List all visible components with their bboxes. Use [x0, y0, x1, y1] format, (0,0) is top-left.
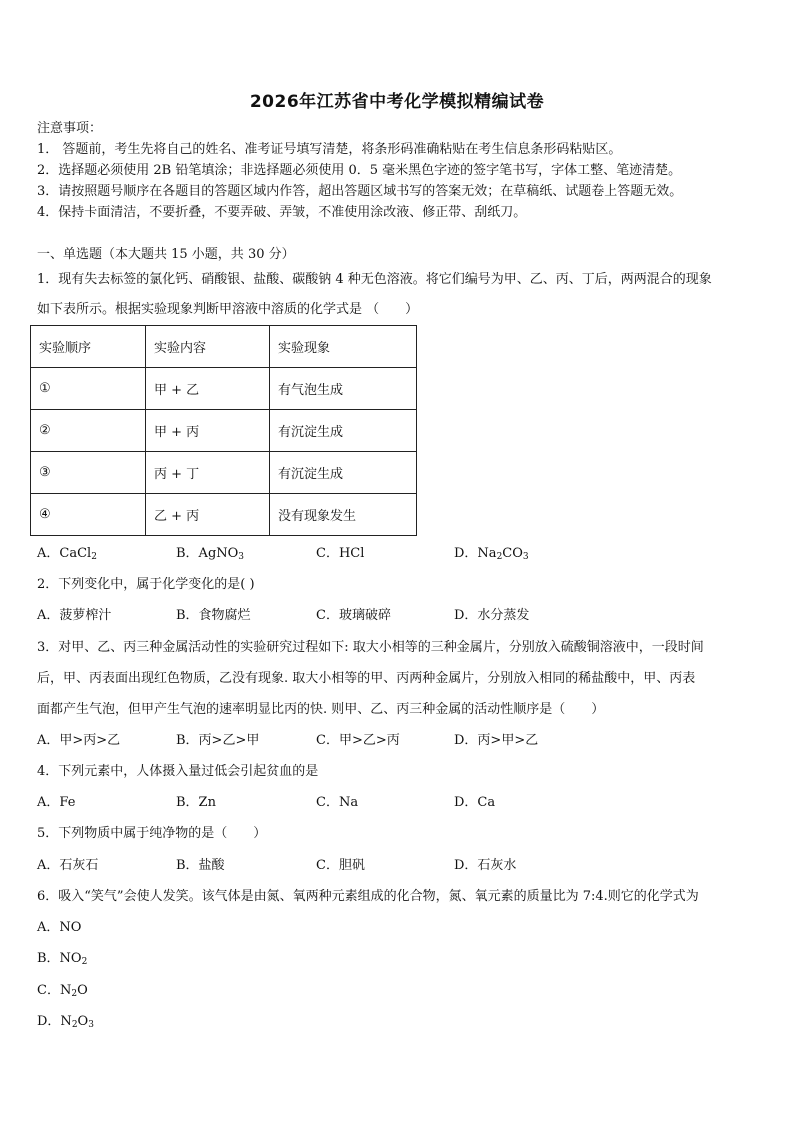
- experiment-table: [30, 325, 417, 536]
- notice-item-3: 3．请按照题号顺序在各题目的答题区域内作答，超出答题区域书写的答案无效；在草稿纸、试题卷上答题无效。: [37, 184, 683, 199]
- q2-option-a: A．菠萝榨汁: [37, 608, 112, 623]
- q4-option-b: B．Zn: [176, 795, 216, 810]
- option-text: B．NO: [37, 951, 82, 966]
- table-cell: ①: [31, 368, 146, 410]
- notice-item-4: 4．保持卡面清洁，不要折叠，不要弄破、弄皱，不准使用涂改液、修正带、刮纸刀。: [37, 205, 527, 220]
- q4-option-c: C．Na: [316, 795, 359, 810]
- table-cell: 有沉淀生成: [270, 410, 417, 452]
- q3-option-b: B．丙>乙>甲: [176, 733, 260, 748]
- q1-option-a: [37, 545, 97, 566]
- subscript: 3: [88, 1020, 94, 1030]
- notice-item-2: 2．选择题必须使用 2B 铅笔填涂；非选择题必须使用 0．5 毫米黑色字迹的签字笔书写，字体工整、笔迹清楚。: [37, 163, 682, 178]
- q1-option-b: [176, 545, 244, 566]
- subscript: 2: [496, 552, 503, 562]
- q3-option-c: C．甲>乙>丙: [316, 733, 400, 748]
- q3-option-d: D．丙>甲>乙: [454, 733, 539, 748]
- q3-stem-line1: 3．对甲、乙、丙三种金属活动性的实验研究过程如下: 取大小相等的三种金属片，分别放入硫酸铜溶液中，一段时间: [37, 640, 704, 655]
- q6-stem: 6．吸入“笑气”会使人发笑。该气体是由氮、氧两种元素组成的化合物，氮、氧元素的质量比为 7:4.则它的化学式为: [37, 889, 699, 904]
- section-heading: 一、单选题（本大题共 15 小题，共 30 分）: [37, 247, 295, 262]
- subscript: 2: [71, 1020, 78, 1030]
- table-row: [31, 368, 417, 410]
- q2-option-d: D．水分蒸发: [454, 608, 530, 623]
- subscript: 3: [522, 552, 529, 562]
- q3-stem-line3: 面都产生气泡，但甲产生气泡的速率明显比丙的快. 则甲、乙、丙三种金属的活动性顺序是（ ）: [37, 702, 605, 717]
- option-text: O: [77, 1014, 89, 1029]
- q5-option-b: B．盐酸: [176, 858, 225, 873]
- q6-option-d: [37, 1013, 94, 1034]
- table-cell: 有沉淀生成: [270, 452, 417, 494]
- q6-option-a: A．NO: [37, 920, 82, 935]
- table-cell: ④: [31, 494, 146, 536]
- table-row: [31, 494, 417, 536]
- subscript: 3: [238, 552, 245, 562]
- q3-stem-line2: 后，甲、丙表面出现红色物质，乙没有现象. 取大小相等的甲、丙两种金属片，分别放入相同的稀盐酸中，甲、丙表: [37, 671, 696, 686]
- subscript: 2: [71, 989, 78, 999]
- q4-stem: 4．下列元素中，人体摄入量过低会引起贫血的是: [37, 764, 319, 779]
- option-text: O: [77, 983, 88, 998]
- q4-option-d: D．Ca: [454, 795, 496, 810]
- option-text: B．AgNO: [176, 546, 239, 561]
- q6-option-b: [37, 950, 87, 971]
- q5-option-c: C．胆矾: [316, 858, 365, 873]
- table-cell: 甲 + 乙: [146, 368, 270, 410]
- option-text: D．Na: [454, 546, 497, 561]
- q5-option-a: A．石灰石: [37, 858, 99, 873]
- option-text: A．CaCl: [37, 546, 92, 561]
- exam-title: 2026年江苏省中考化学模拟精编试卷: [249, 92, 545, 112]
- notice-item-1: 1． 答题前，考生先将自己的姓名、准考证号填写清楚，将条形码准确粘贴在考生信息条形码粘贴区。: [37, 142, 622, 157]
- table-row: [31, 452, 417, 494]
- q4-option-a: A．Fe: [37, 795, 76, 810]
- option-text: C．N: [37, 983, 72, 998]
- q2-option-b: B．食物腐烂: [176, 608, 251, 623]
- q5-stem: 5．下列物质中属于纯净物的是（ ）: [37, 826, 267, 841]
- subscript: 2: [81, 957, 88, 967]
- table-header: 实验内容: [146, 326, 270, 368]
- q2-option-c: C．玻璃破碎: [316, 608, 391, 623]
- q1-option-d: [454, 545, 529, 566]
- table-cell: 没有现象发生: [270, 494, 417, 536]
- table-header-row: [31, 326, 417, 368]
- option-text: D．N: [37, 1014, 72, 1029]
- q3-option-a: A．甲>丙>乙: [37, 733, 121, 748]
- q6-option-c: [37, 982, 88, 1003]
- table-cell: 有气泡生成: [270, 368, 417, 410]
- table-header: 实验现象: [270, 326, 417, 368]
- table-row: [31, 410, 417, 452]
- table-cell: ②: [31, 410, 146, 452]
- notice-heading: 注意事项：: [37, 121, 103, 136]
- q2-stem: 2．下列变化中，属于化学变化的是( ): [37, 577, 255, 592]
- subscript: 2: [91, 552, 97, 562]
- q1-stem-line1: 1．现有失去标签的氯化钙、硝酸银、盐酸、碳酸钠 4 种无色溶液。将它们编号为甲、乙、丙、丁后，两两混合的现象: [37, 272, 712, 287]
- table-cell: 甲 + 丙: [146, 410, 270, 452]
- table-header: 实验顺序: [31, 326, 146, 368]
- q5-option-d: D．石灰水: [454, 858, 517, 873]
- table-cell: ③: [31, 452, 146, 494]
- table-cell: 乙 + 丙: [146, 494, 270, 536]
- q1-stem-line2: 如下表所示。根据实验现象判断甲溶液中溶质的化学式是 （ ）: [37, 302, 419, 317]
- table-cell: 丙 + 丁: [146, 452, 270, 494]
- q1-option-c: C．HCl: [316, 546, 365, 561]
- option-text: CO: [502, 546, 523, 561]
